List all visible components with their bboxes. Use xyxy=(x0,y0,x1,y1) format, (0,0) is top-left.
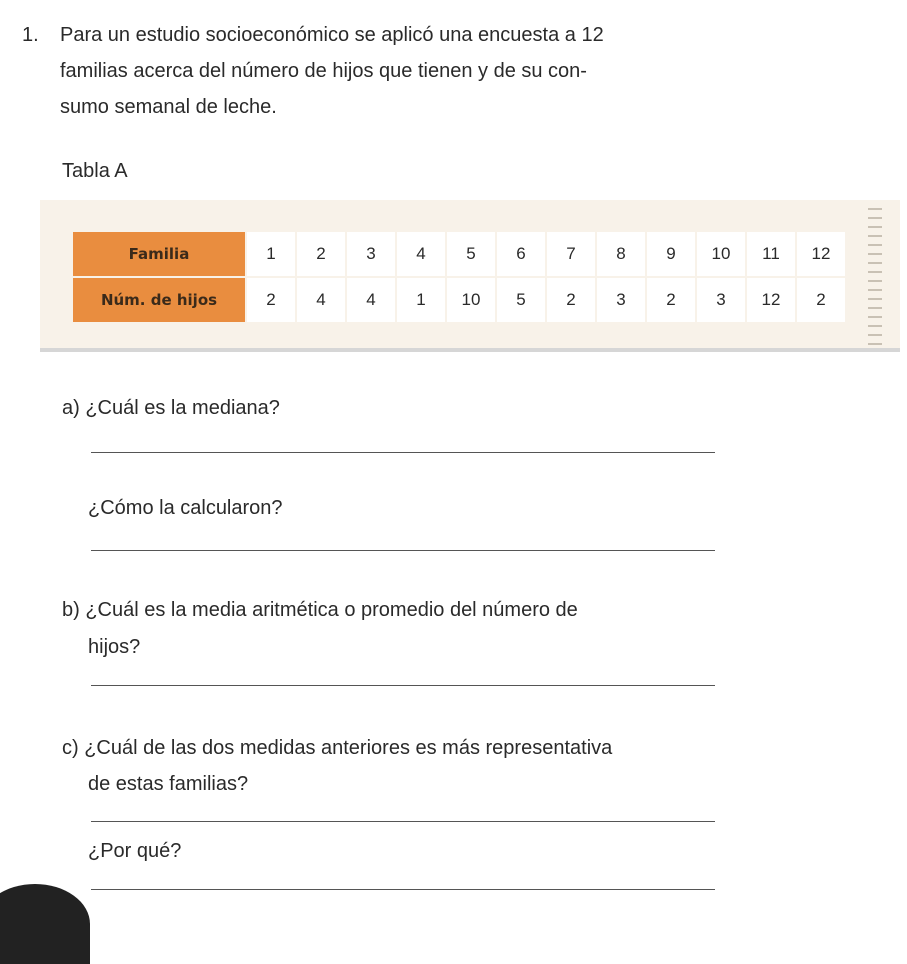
table-cell: 4 xyxy=(396,231,446,277)
problem-line-2: familias acerca del número de hijos que tienen y de su con- xyxy=(60,60,587,82)
table-cell: 3 xyxy=(696,277,746,323)
question-c-line-2: de estas familias? xyxy=(88,773,249,795)
row-header-familia: Familia xyxy=(72,231,246,277)
table-cell: 4 xyxy=(296,277,346,323)
table-cell: 8 xyxy=(596,231,646,277)
table-cell: 7 xyxy=(546,231,596,277)
table-row-familia xyxy=(72,231,846,277)
table-cell: 10 xyxy=(446,277,496,323)
table-cell: 11 xyxy=(746,231,796,277)
question-a: a) ¿Cuál es la mediana? xyxy=(62,397,280,419)
table-row-hijos xyxy=(72,277,846,323)
table-cell: 3 xyxy=(346,231,396,277)
table-cell: 5 xyxy=(446,231,496,277)
question-b-line-2: hijos? xyxy=(88,636,141,658)
table-cell: 9 xyxy=(646,231,696,277)
table-cell: 5 xyxy=(496,277,546,323)
problem-line-1: Para un estudio socioeconómico se aplicó una encuesta a 12 xyxy=(60,24,604,46)
question-a-follow: ¿Cómo la calcularon? xyxy=(88,497,283,519)
table-cell: 6 xyxy=(496,231,546,277)
table-cell: 2 xyxy=(546,277,596,323)
question-c-follow: ¿Por qué? xyxy=(88,840,182,862)
answer-line-b[interactable] xyxy=(91,685,715,686)
table-cell: 2 xyxy=(796,277,846,323)
table-cell: 10 xyxy=(696,231,746,277)
decorative-ticks xyxy=(868,208,882,348)
question-c-line-1: c) ¿Cuál de las dos medidas anteriores es más representativa xyxy=(62,737,613,759)
table-cell: 1 xyxy=(246,231,296,277)
answer-line-a[interactable] xyxy=(91,452,715,453)
table-cell: 1 xyxy=(396,277,446,323)
data-table xyxy=(71,230,847,324)
problem-line-3: sumo semanal de leche. xyxy=(60,96,277,118)
table-cell: 2 xyxy=(296,231,346,277)
problem-number: 1. xyxy=(22,24,39,46)
table-cell: 3 xyxy=(596,277,646,323)
question-b-line-1: b) ¿Cuál es la media aritmética o promedio del número de xyxy=(62,599,578,621)
table-cell: 12 xyxy=(746,277,796,323)
answer-line-a-follow[interactable] xyxy=(91,550,715,551)
thumb-shadow xyxy=(0,884,90,964)
answer-line-c[interactable] xyxy=(91,821,715,822)
table-cell: 12 xyxy=(796,231,846,277)
table-caption: Tabla A xyxy=(62,160,128,182)
table-cell: 4 xyxy=(346,277,396,323)
table-cell: 2 xyxy=(646,277,696,323)
row-header-hijos: Núm. de hijos xyxy=(72,277,246,323)
table-cell: 2 xyxy=(246,277,296,323)
answer-line-c-follow[interactable] xyxy=(91,889,715,890)
